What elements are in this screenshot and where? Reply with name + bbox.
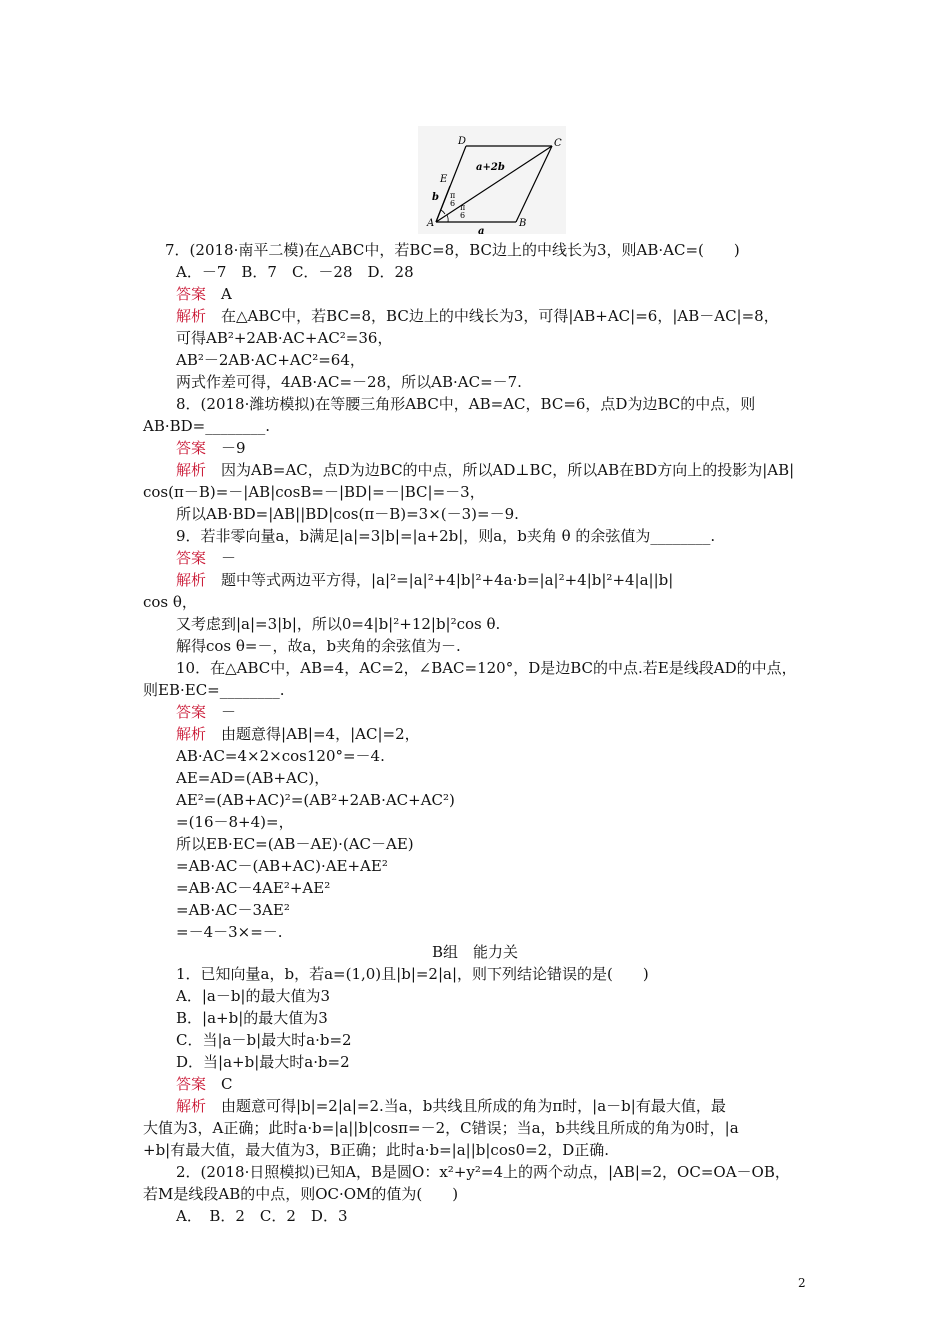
line-text: C．当|a－b|最大时a·b=2 xyxy=(176,1031,352,1049)
line-text: cos(π－B)=－|AB|cosB=－|BD|=－|BC|=－3， xyxy=(143,483,485,501)
label-keyword: 答案 xyxy=(176,703,207,721)
line-text: －9 xyxy=(206,439,246,457)
text-line xyxy=(165,240,740,260)
line-text: 9．若非零向量a，b满足|a|=3|b|=|a+2b|，则a，b夹角 θ 的余弦值为________. xyxy=(176,527,716,545)
text-line xyxy=(176,306,779,326)
text-line xyxy=(176,1074,233,1094)
text-line xyxy=(176,570,673,590)
line-text: 解得cos θ=－，故a，b夹角的余弦值为－. xyxy=(176,637,461,655)
text-line xyxy=(176,768,329,788)
text-line xyxy=(176,438,246,458)
line-text: AE=AD=(AB+AC)， xyxy=(176,769,330,787)
text-line xyxy=(176,372,522,392)
line-text: A． B．2 C．2 D．3 xyxy=(176,1207,348,1225)
text-line xyxy=(176,986,330,1006)
text-line xyxy=(176,504,519,524)
line-text: AB·AC=4×2×cos120°=－4. xyxy=(176,747,385,765)
angle-label-1-den: 6 xyxy=(450,199,456,208)
line-text: 则EB·EC=________. xyxy=(143,681,285,699)
label-keyword: 答案 xyxy=(176,549,207,567)
text-line xyxy=(176,350,365,370)
text-line xyxy=(176,394,755,414)
line-text: 由题意可得|b|=2|a|=2.当a，b共线且所成的角为π时，|a－b|有最大值，最 xyxy=(206,1097,726,1115)
line-text: AB²－2AB·AC+AC²=64， xyxy=(176,351,365,369)
label-B: B xyxy=(519,218,527,229)
label-keyword: 答案 xyxy=(176,285,207,303)
text-line xyxy=(176,812,294,832)
line-text: 所以EB·EC=(AB－AE)·(AC－AE) xyxy=(176,835,414,853)
line-text: A xyxy=(206,285,232,303)
label-vec-a: a xyxy=(478,226,485,234)
line-text: +b|有最大值，最大值为3，B正确；此时a·b=|a||b|cos0=2，D正确. xyxy=(143,1141,610,1159)
text-line xyxy=(176,900,290,920)
text-line xyxy=(176,1008,328,1028)
line-text: 1．已知向量a，b，若a=(1,0)且|b|=2|a|，则下列结论错误的是( ) xyxy=(176,965,649,983)
page-number: 2 xyxy=(798,1276,806,1290)
label-keyword: 解析 xyxy=(176,725,207,743)
line-text: =AB·AC－3AE² xyxy=(176,901,290,919)
label-keyword: 解析 xyxy=(176,461,207,479)
label-C: C xyxy=(554,138,562,149)
line-text: AB·BD=________. xyxy=(143,417,271,435)
line-text: =AB·AC－(AB+AC)·AE+AE² xyxy=(176,857,388,875)
line-text: 所以AB·BD=|AB||BD|cos(π－B)=3×(－3)=－9. xyxy=(176,505,519,523)
text-line xyxy=(176,878,330,898)
text-line xyxy=(176,636,461,656)
text-line xyxy=(143,680,285,700)
line-text: 7．(2018·南平二模)在△ABC中，若BC=8，BC边上的中线长为3，则AB·AC=( ) xyxy=(165,241,740,259)
label-D: D xyxy=(458,136,467,147)
label-A: A xyxy=(427,218,435,229)
label-vec-b: b xyxy=(432,192,439,203)
angle-label-2: π xyxy=(460,203,466,212)
line-text: 可得AB²+2AB·AC+AC²=36， xyxy=(176,329,393,347)
angle-label-2-den: 6 xyxy=(460,211,466,220)
line-text: AE²=(AB+AC)²=(AB²+2AB·AC+AC²) xyxy=(176,791,455,809)
text-line xyxy=(176,1052,350,1072)
text-line xyxy=(176,922,283,942)
text-line xyxy=(176,526,715,546)
parallelogram-figure xyxy=(418,126,566,234)
line-text: 两式作差可得，4AB·AC=－28，所以AB·AC=－7. xyxy=(176,373,522,391)
angle-label-1: π xyxy=(450,191,456,200)
line-text: 因为AB=AC，点D为边BC的中点，所以AD⊥BC，所以AB在BD方向上的投影为|AB| xyxy=(206,461,795,479)
line-text: 题中等式两边平方得，|a|²=|a|²+4|b|²+4a·b=|a|²+4|b|²+4|a||b| xyxy=(206,571,674,589)
label-keyword: 解析 xyxy=(176,307,207,325)
line-text: =(16－8+4)=， xyxy=(176,813,294,831)
text-line xyxy=(176,834,414,854)
label-keyword: 答案 xyxy=(176,439,207,457)
text-line xyxy=(176,724,420,744)
text-line xyxy=(176,460,794,480)
line-text: cos θ， xyxy=(143,593,197,611)
text-line xyxy=(176,702,236,722)
text-line xyxy=(176,1162,790,1182)
label-keyword: 解析 xyxy=(176,571,207,589)
label-keyword: 答案 xyxy=(176,1075,207,1093)
text-line xyxy=(176,548,236,568)
line-text: 2．(2018·日照模拟)已知A，B是圆O：x²+y²=4上的两个动点，|AB|=2，OC=OA－OB， xyxy=(176,1163,790,1181)
text-line xyxy=(176,1030,352,1050)
line-text: 若M是线段AB的中点，则OC·OM的值为( ) xyxy=(143,1185,459,1203)
line-text: 10．在△ABC中，AB=4，AC=2，∠BAC=120°，D是边BC的中点.若E是线段AD的中点， xyxy=(176,659,797,677)
label-vec-sum: a+2b xyxy=(476,162,505,173)
text-line xyxy=(176,1096,726,1116)
line-text: =－4－3×=－. xyxy=(176,923,283,941)
text-line xyxy=(143,1118,739,1138)
text-line xyxy=(176,746,385,766)
line-text: 又考虑到|a|=3|b|，所以0=4|b|²+12|b|²cos θ. xyxy=(176,615,501,633)
line-text: D．当|a+b|最大时a·b=2 xyxy=(176,1053,350,1071)
line-text: 由题意得|AB|=4，|AC|=2， xyxy=(206,725,420,743)
text-line xyxy=(143,1184,458,1204)
line-text: 8．(2018·潍坊模拟)在等腰三角形ABC中，AB=AC，BC=6，点D为边BC的中点，则 xyxy=(176,395,756,413)
line-text: A．－7 B．7 C．－28 D．28 xyxy=(176,263,414,281)
text-line xyxy=(143,416,270,436)
line-text: A．|a－b|的最大值为3 xyxy=(176,987,331,1005)
section-title: B组 能力关 xyxy=(431,943,519,961)
line-text: 在△ABC中，若BC=8，BC边上的中线长为3，可得|AB+AC|=6，|AB－AC|=8， xyxy=(206,307,779,325)
label-keyword: 解析 xyxy=(176,1097,207,1115)
text-line xyxy=(176,1206,348,1226)
line-text: － xyxy=(206,703,237,721)
line-text: B．|a+b|的最大值为3 xyxy=(176,1009,328,1027)
text-line xyxy=(176,328,392,348)
text-line xyxy=(143,592,197,612)
text-line xyxy=(176,284,232,304)
text-line xyxy=(143,1140,609,1160)
label-E: E xyxy=(440,174,448,185)
line-text: =AB·AC－4AE²+AE² xyxy=(176,879,331,897)
text-line xyxy=(176,856,388,876)
text-line xyxy=(176,790,455,810)
text-line xyxy=(143,482,485,502)
text-line xyxy=(176,262,414,282)
text-line xyxy=(176,964,649,984)
line-text: 大值为3，A正确；此时a·b=|a||b|cosπ=－2，C错误；当a，b共线且所成的角为0时，|a xyxy=(143,1119,739,1137)
text-line xyxy=(176,614,500,634)
text-line xyxy=(176,658,797,678)
line-text: C xyxy=(206,1075,233,1093)
line-text: － xyxy=(206,549,237,567)
